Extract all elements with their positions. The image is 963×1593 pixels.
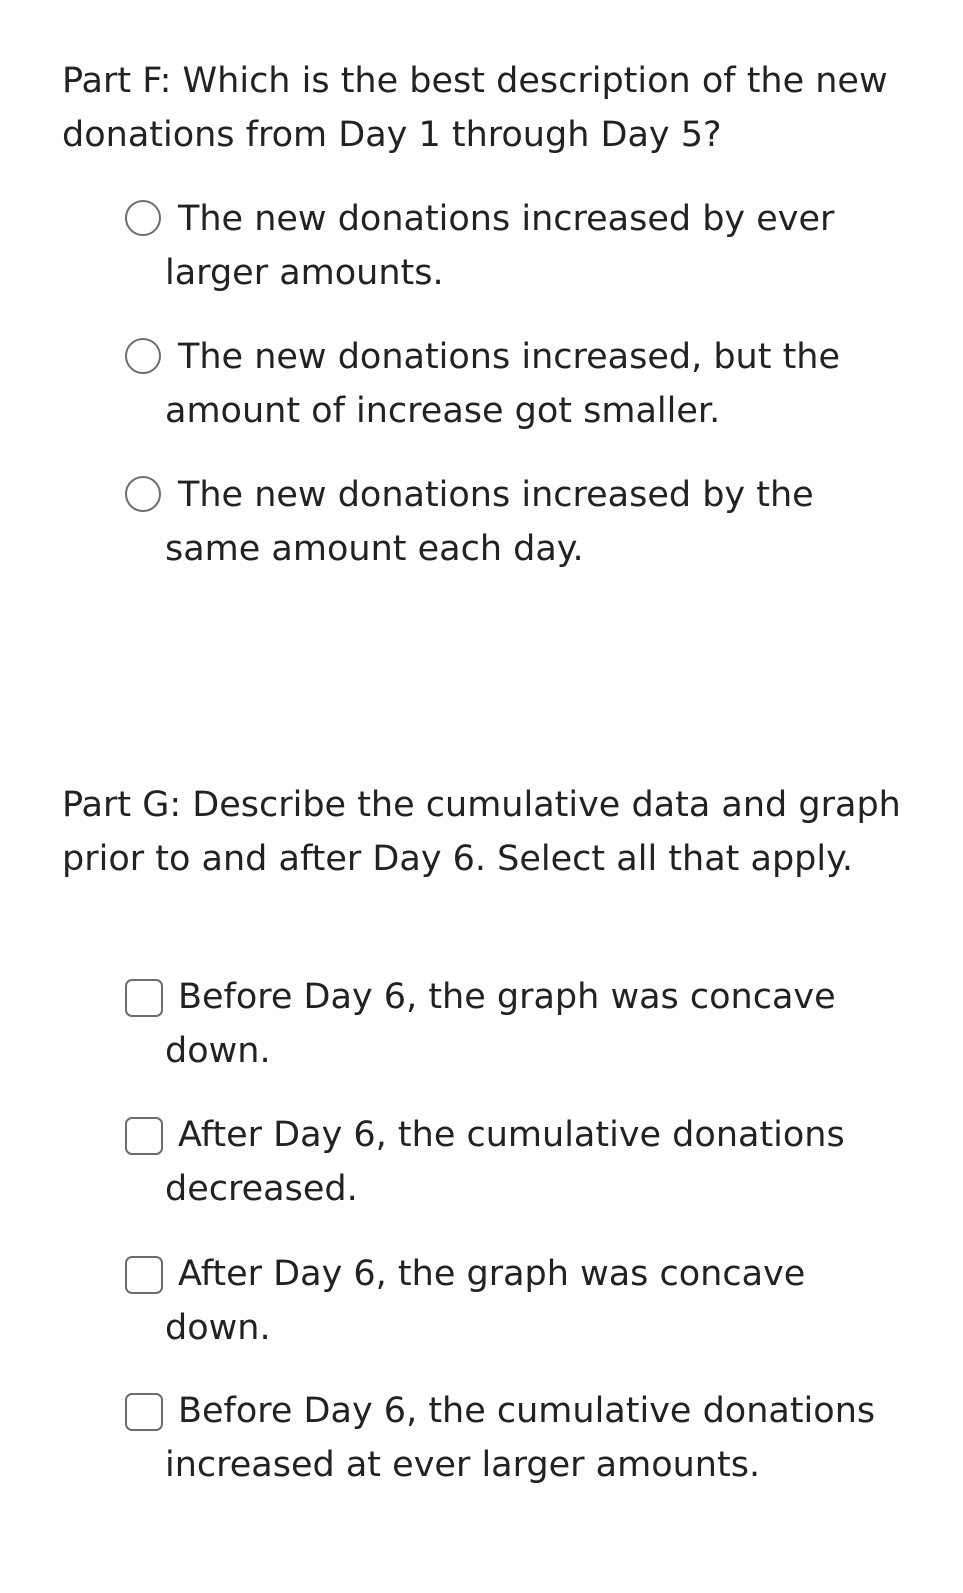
part-g-option-3[interactable] — [124, 1247, 914, 1355]
part-g-question: Part G: Describe the cumulative data and graph prior to and after Day 6. Select all that apply. — [62, 785, 901, 879]
checkbox-icon[interactable] — [125, 979, 163, 1017]
part-f-question: Part F: Which is the best description of the new donations from Day 1 through Day 5? — [62, 61, 888, 155]
option-label: After Day 6, the graph was concave down. — [165, 1254, 806, 1348]
checkbox-icon[interactable] — [125, 1256, 163, 1294]
part-g-option-2[interactable] — [124, 1108, 914, 1216]
part-f-option-3[interactable] — [124, 468, 914, 576]
checkbox-icon[interactable] — [125, 1393, 163, 1431]
radio-button-icon[interactable] — [125, 200, 161, 236]
part-g-option-4[interactable] — [124, 1384, 914, 1492]
radio-button-icon[interactable] — [125, 476, 161, 512]
option-label: Before Day 6, the cumulative donations increased at ever larger amounts. — [165, 1391, 876, 1485]
part-f-option-1[interactable] — [124, 192, 914, 300]
radio-button-icon[interactable] — [125, 338, 161, 374]
part-f-option-2[interactable] — [124, 330, 914, 438]
option-label: After Day 6, the cumulative donations decreased. — [165, 1115, 845, 1209]
option-label: The new donations increased by ever larger amounts. — [165, 199, 835, 293]
checkbox-icon[interactable] — [125, 1117, 163, 1155]
option-label: The new donations increased by the same amount each day. — [165, 475, 814, 569]
option-label: The new donations increased, but the amount of increase got smaller. — [165, 337, 841, 431]
part-g-option-1[interactable] — [124, 970, 914, 1078]
option-label: Before Day 6, the graph was concave down. — [165, 977, 836, 1071]
